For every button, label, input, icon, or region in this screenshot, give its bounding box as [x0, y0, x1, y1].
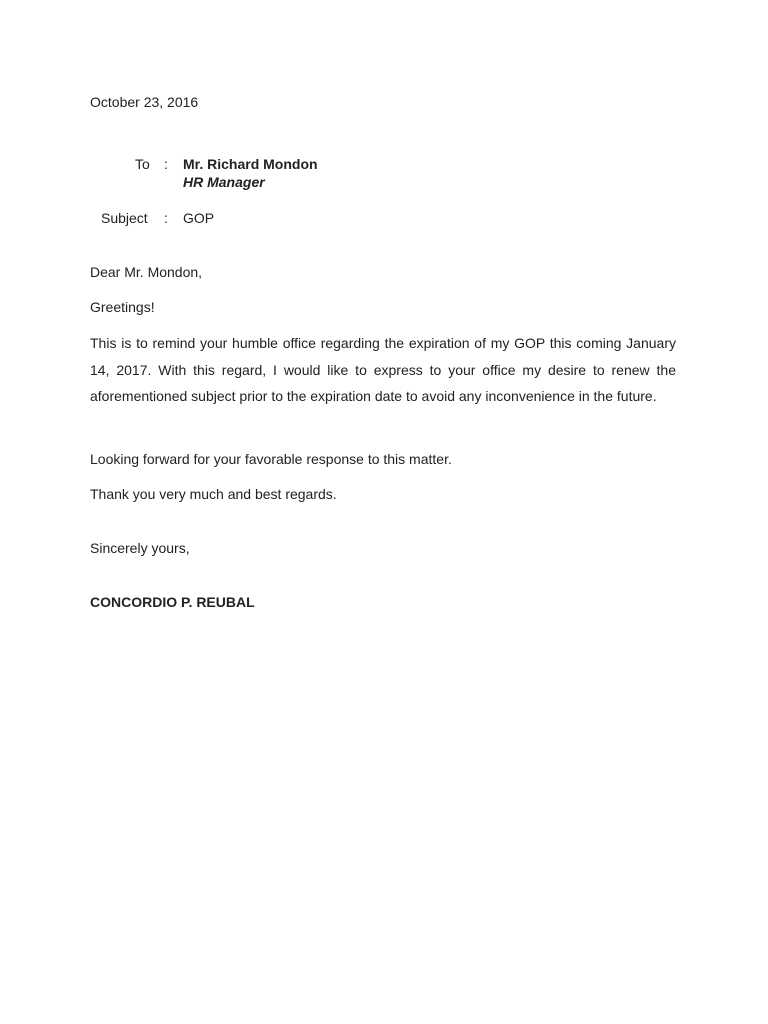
- recipient-title: HR Manager: [183, 174, 265, 190]
- subject-colon: :: [164, 210, 168, 226]
- recipient-label: To: [135, 156, 150, 172]
- recipient-colon: :: [164, 156, 168, 172]
- closing-line: Looking forward for your favorable response to this matter.: [90, 451, 452, 467]
- closing-line: Thank you very much and best regards.: [90, 486, 337, 502]
- salutation: Dear Mr. Mondon,: [90, 264, 203, 280]
- signature-name: CONCORDIO P. REUBAL: [90, 594, 255, 610]
- subject-label: Subject: [101, 210, 148, 226]
- recipient-name: Mr. Richard Mondon: [183, 156, 318, 172]
- body-paragraph: This is to remind your humble office regarding the expiration of my GOP this coming January 14, 2017. With this regard, I would like to express to your office my desire to renew the aforementioned subject prior to the expiration date to avoid any inconvenience in the future.: [90, 335, 676, 404]
- greeting: Greetings!: [90, 299, 155, 315]
- letter-date: October 23, 2016: [90, 94, 199, 110]
- subject-value: GOP: [183, 210, 215, 226]
- valediction: Sincerely yours,: [90, 540, 190, 556]
